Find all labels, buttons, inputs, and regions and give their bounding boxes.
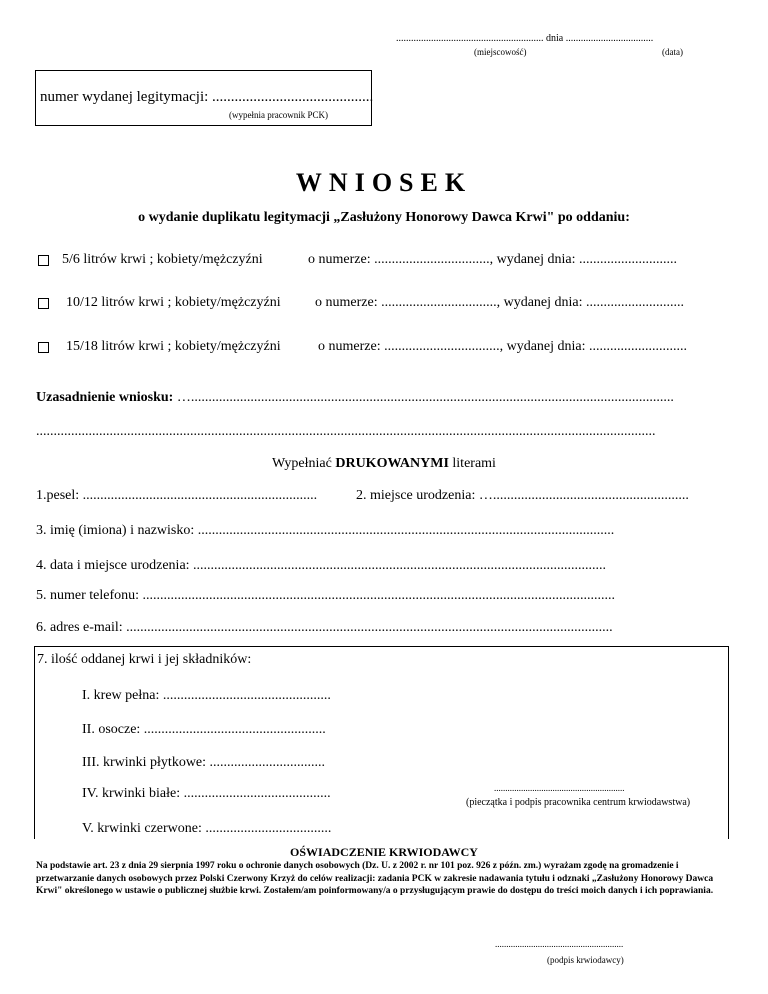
stamp-signature-line[interactable]: .......................................................... xyxy=(494,783,625,793)
plasma-field[interactable]: II. osocze: .................................................... xyxy=(82,722,326,737)
donation-title: 7. ilość oddanej krwi i jej składników: xyxy=(37,652,252,667)
instruction-suffix: literami xyxy=(448,456,496,471)
place-label: (miejscowość) xyxy=(474,47,527,57)
birthplace-field[interactable]: 2. miejsce urodzenia: …........................................................ xyxy=(356,488,689,503)
option-label-10-12: 10/12 litrów krwi ; kobiety/mężczyźni xyxy=(66,295,281,310)
stamp-signature-label: (pieczątka i podpis pracownika centrum krwiodawstwa) xyxy=(466,797,691,808)
whole-blood-field[interactable]: I. krew pełna: ................................................ xyxy=(82,688,331,703)
donor-signature-line[interactable]: ......................................................... xyxy=(495,939,624,949)
option-label-15-18: 15/18 litrów krwi ; kobiety/mężczyźni xyxy=(66,339,281,354)
id-number-field[interactable]: numer wydanej legitymacji: ........................................... xyxy=(40,89,374,105)
date-label: (data) xyxy=(662,47,683,57)
justification-label: Uzasadnienie wniosku: xyxy=(36,390,174,405)
donor-signature-label: (podpis krwiodawcy) xyxy=(547,955,624,965)
justification-line-2[interactable]: ................................................................................................................................................................................. xyxy=(36,424,656,439)
place-date-line[interactable]: ........................................................... dnia ................................... xyxy=(396,33,654,44)
id-number-note: (wypełnia pracownik PCK) xyxy=(229,110,328,120)
option-fields-10-12[interactable]: o numerze: ................................., wydanej dnia: ............................ xyxy=(315,295,685,310)
statement-title: OŚWIADCZENIE KRWIODAWCY xyxy=(290,845,478,859)
form-title: WNIOSEK xyxy=(295,168,473,197)
justification-line-1[interactable]: ….......................................................................................................................................... xyxy=(173,390,674,405)
pesel-field[interactable]: 1.pesel: ................................................................... xyxy=(36,488,318,503)
option-fields-15-18[interactable]: o numerze: ................................., wydanej dnia: ............................ xyxy=(318,339,688,354)
donation-box xyxy=(34,646,729,839)
instruction-bold: DRUKOWANYMI xyxy=(335,456,449,471)
option-checkbox-5-6[interactable] xyxy=(38,255,49,266)
print-instruction xyxy=(0,456,768,472)
justification-row xyxy=(36,390,674,406)
red-cells-field[interactable]: V. krwinki czerwone: .................................... xyxy=(82,821,332,836)
platelets-field[interactable]: III. krwinki płytkowe: ................................. xyxy=(82,755,326,770)
statement-text: Na podstawie art. 23 z dnia 29 sierpnia 1997 roku o ochronie danych osobowych (Dz. U. z 2002 r. nr 101 poz. 926 z późn. zm.) wyrażam zgodę na gromadzenie i przetwarzanie danych osobowych przez Polski Czerwony Krzyż do celów realizacji: zadania PCK w zakresie nadawania tytułu i odznaki „Zasłużony Honorowy Dawca Krwi" określonego w ustawie o publicznej służbie krwi. Zostałem/am poinformowany/a o przysługującym prawie do dostępu do treści moich danych i ich poprawiania. xyxy=(36,861,714,896)
instruction-prefix: Wypełniać xyxy=(272,456,336,471)
name-field[interactable]: 3. imię (imiona) i nazwisko: ....................................................................................................................... xyxy=(36,523,615,538)
birth-date-place-field[interactable]: 4. data i miejsce urodzenia: ...................................................................................................................... xyxy=(36,558,607,573)
option-checkbox-10-12[interactable] xyxy=(38,298,49,309)
option-label-5-6: 5/6 litrów krwi ; kobiety/mężczyźni xyxy=(62,252,263,267)
white-cells-field[interactable]: IV. krwinki białe: .......................................... xyxy=(82,786,331,801)
phone-field[interactable]: 5. numer telefonu: ....................................................................................................................................... xyxy=(36,588,616,603)
option-checkbox-15-18[interactable] xyxy=(38,342,49,353)
form-subtitle: o wydanie duplikatu legitymacji „Zasłużony Honorowy Dawca Krwi" po oddaniu: xyxy=(138,210,630,225)
option-fields-5-6[interactable]: o numerze: ................................., wydanej dnia: ............................ xyxy=(308,252,678,267)
email-field[interactable]: 6. adres e-mail: ........................................................................................................................................... xyxy=(36,620,613,635)
